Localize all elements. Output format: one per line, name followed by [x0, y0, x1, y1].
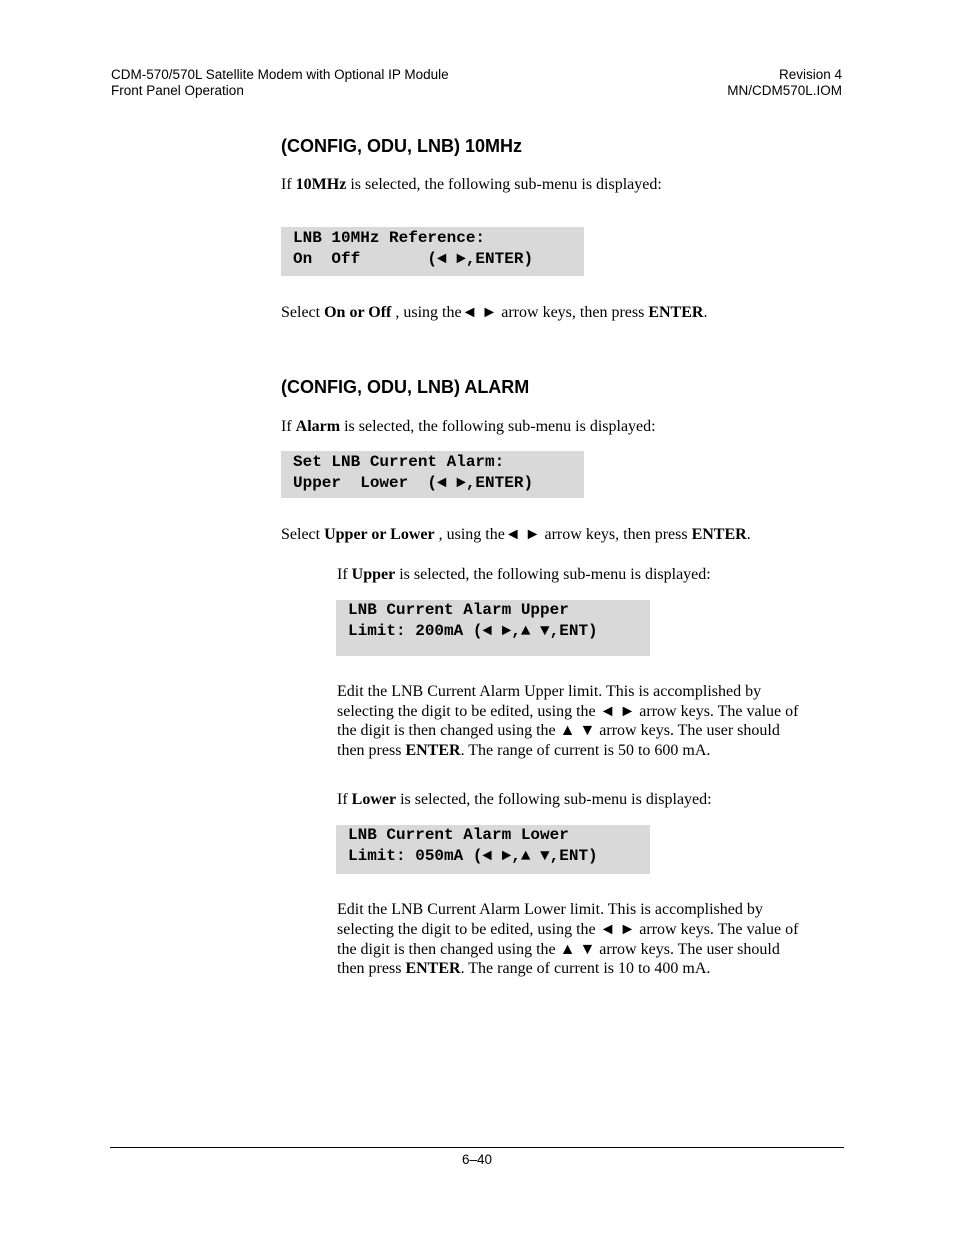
text: then press — [337, 742, 406, 759]
lcd-line: LNB Current Alarm Lower — [348, 826, 569, 844]
lcd-display-10mhz — [281, 227, 584, 276]
text: If — [281, 418, 296, 435]
intro-upper — [337, 565, 711, 585]
bold-term: ENTER — [405, 960, 461, 977]
text: . — [746, 526, 751, 543]
intro-alarm — [281, 417, 656, 437]
lcd-line: Upper Lower (◄ ►,ENTER) — [293, 474, 534, 492]
text: If — [281, 176, 296, 193]
lcd-line: LNB Current Alarm Upper — [348, 601, 569, 619]
footer-rule — [110, 1147, 844, 1148]
lcd-display-upper — [336, 600, 650, 656]
document-title: CDM-570/570L Satellite Modem with Optional IP Module — [111, 67, 449, 82]
bold-term: ENTER — [405, 742, 461, 759]
text: then press — [337, 960, 406, 977]
bold-term: On or Off — [324, 304, 392, 321]
lcd-line: LNB 10MHz Reference: — [293, 229, 486, 247]
instruction-10mhz — [281, 303, 707, 323]
lcd-line: On Off (◄ ►,ENTER) — [293, 250, 534, 268]
description-line: the digit is then changed using the ▲ ▼ arrow keys. The user should — [337, 941, 780, 958]
section-heading-alarm: (CONFIG, ODU, LNB) ALARM — [281, 377, 530, 397]
description-line: selecting the digit to be edited, using the ◄ ► arrow keys. The value of — [337, 703, 799, 720]
bold-term: Upper or Lower — [324, 526, 435, 543]
description-line — [337, 959, 710, 979]
intro-10mhz — [281, 175, 662, 195]
bold-term: 10MHz — [295, 176, 347, 193]
text: is selected, the following sub-menu is displayed: — [346, 176, 662, 193]
text: is selected, the following sub-menu is displayed: — [396, 791, 712, 808]
description-line: the digit is then changed using the ▲ ▼ arrow keys. The user should — [337, 722, 780, 739]
text: Select — [281, 304, 325, 321]
text: , using the◄ ► arrow keys, then press — [391, 304, 649, 321]
text: If — [337, 791, 352, 808]
instruction-alarm — [281, 525, 751, 545]
page-header-right — [727, 67, 842, 99]
description-line: Edit the LNB Current Alarm Lower limit. This is accomplished by — [337, 901, 763, 918]
document-number: MN/CDM570L.IOM — [727, 83, 842, 98]
section-heading-10mhz: (CONFIG, ODU, LNB) 10MHz — [281, 136, 522, 156]
page-header-left — [111, 67, 449, 99]
lcd-display-alarm — [281, 451, 584, 498]
lcd-line: Limit: 050mA (◄ ►,▲ ▼,ENT) — [348, 847, 598, 865]
lcd-display-lower — [336, 825, 650, 874]
page-number: 6–40 — [461, 1152, 493, 1167]
revision-label: Revision 4 — [778, 67, 842, 82]
description-line — [337, 741, 710, 761]
description-line: Edit the LNB Current Alarm Upper limit. This is accomplished by — [337, 683, 762, 700]
bold-term: Alarm — [295, 418, 341, 435]
bold-term: Upper — [351, 566, 396, 583]
text: If — [337, 566, 352, 583]
text: . — [703, 304, 708, 321]
text: . The range of current is 50 to 600 mA. — [460, 742, 711, 759]
bold-term: Lower — [351, 791, 397, 808]
lcd-line: Limit: 200mA (◄ ►,▲ ▼,ENT) — [348, 622, 598, 640]
chapter-title: Front Panel Operation — [111, 83, 244, 98]
text: Select — [281, 526, 325, 543]
text: , using the◄ ► arrow keys, then press — [434, 526, 692, 543]
intro-lower — [337, 790, 712, 810]
bold-term: ENTER — [691, 526, 747, 543]
bold-term: ENTER — [648, 304, 704, 321]
lcd-line: Set LNB Current Alarm: — [293, 453, 505, 471]
text: . The range of current is 10 to 400 mA. — [460, 960, 711, 977]
text: is selected, the following sub-menu is displayed: — [340, 418, 656, 435]
text: is selected, the following sub-menu is displayed: — [395, 566, 711, 583]
description-line: selecting the digit to be edited, using the ◄ ► arrow keys. The value of — [337, 921, 799, 938]
